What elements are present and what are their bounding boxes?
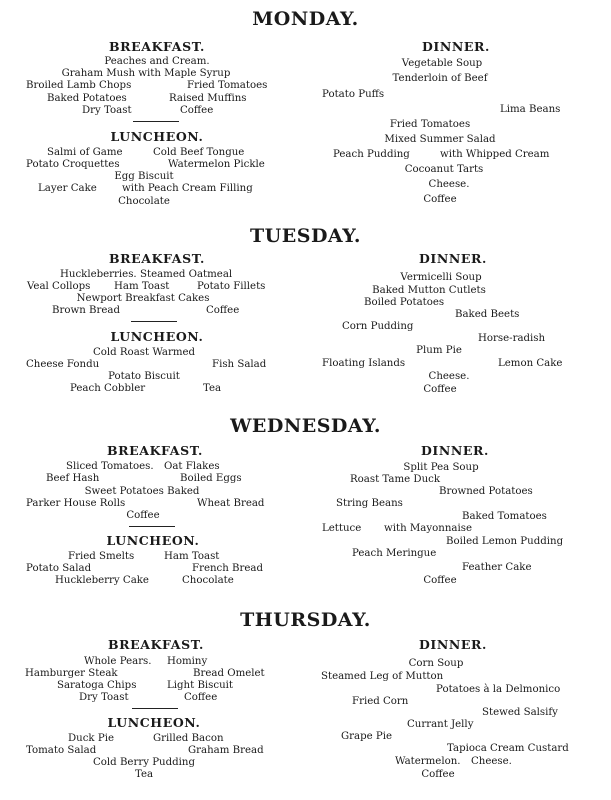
menu-item: Graham Bread (188, 745, 264, 756)
menu-item: Graham Mush with Maple Syrup (61, 68, 231, 79)
menu-item: Cheese. (471, 756, 512, 767)
menu-item: Plum Pie (416, 345, 462, 356)
menu-item: Saratoga Chips (57, 680, 137, 691)
menu-item: Parker House Rolls (26, 498, 126, 509)
menu-item: Coffee (423, 384, 457, 395)
menu-item: Peach Pudding (333, 149, 410, 160)
menu-item: with Whipped Cream (440, 149, 550, 160)
menu-item: Peach Cobbler (70, 383, 146, 394)
menu-item: Currant Jelly (407, 719, 474, 730)
menu-item: Boiled Lemon Pudding (446, 536, 564, 547)
menu-item: Feather Cake (462, 562, 532, 573)
menu-item: Fried Tomatoes (389, 119, 471, 130)
wednesday-dinner-heading: DINNER. (420, 443, 490, 458)
tuesday-luncheon-heading: LUNCHEON. (110, 329, 204, 344)
menu-item: Chocolate (118, 196, 170, 207)
menu-item: Baked Mutton Cutlets (372, 285, 486, 296)
wednesday-breakfast-heading: BREAKFAST. (107, 443, 203, 458)
menu-item: Cheese Fondu (26, 359, 100, 370)
menu-item: French Bread (192, 563, 264, 574)
menu-item: Ham Toast (164, 551, 220, 562)
day-title-tuesday: TUESDAY. (250, 225, 361, 247)
wednesday-luncheon-heading: LUNCHEON. (106, 533, 200, 548)
menu-item: Cold Roast Warmed (92, 347, 196, 358)
menu-item: Whole Pears. (84, 656, 152, 667)
divider (129, 526, 175, 527)
menu-item: Tea (134, 769, 154, 780)
menu-item: Steamed Leg of Mutton (321, 671, 444, 682)
menu-item: Lemon Cake (498, 358, 563, 369)
menu-item: Hominy (167, 656, 208, 667)
monday-dinner-heading: DINNER. (421, 39, 491, 54)
menu-item: Oat Flakes (164, 461, 220, 472)
menu-item: Coffee (184, 692, 218, 703)
menu-item: Baked Potatoes (47, 93, 127, 104)
menu-item: Fish Salad (212, 359, 267, 370)
menu-item: Vermicelli Soup (400, 272, 482, 283)
menu-item: Wheat Bread (197, 498, 265, 509)
menu-item: Bread Omelet (193, 668, 265, 679)
menu-item: Vegetable Soup (401, 58, 483, 69)
menu-item: Peaches and Cream. (104, 56, 210, 67)
menu-item: Floating Islands (322, 358, 406, 369)
day-title-wednesday: WEDNESDAY. (230, 415, 381, 437)
menu-item: Stewed Salsify (482, 707, 558, 718)
menu-item: Watermelon. (395, 756, 461, 767)
menu-item: Corn Pudding (342, 321, 414, 332)
menu-item: Browned Potatoes (439, 486, 533, 497)
menu-item: Potatoes à la Delmonico (436, 684, 561, 695)
divider (133, 121, 179, 122)
menu-item: Watermelon Pickle (168, 159, 265, 170)
menu-item: Tomato Salad (26, 745, 97, 756)
menu-item: Coffee (423, 575, 457, 586)
menu-item: Fried Corn (352, 696, 409, 707)
menu-item: Baked Beets (455, 309, 520, 320)
menu-item: Potato Salad (26, 563, 92, 574)
menu-item: Coffee (180, 105, 214, 116)
divider (132, 708, 178, 709)
thursday-breakfast-heading: BREAKFAST. (108, 637, 204, 652)
menu-item: Layer Cake (38, 183, 97, 194)
menu-item: Duck Pie (68, 733, 114, 744)
menu-item: Light Biscuit (167, 680, 234, 691)
monday-breakfast-heading: BREAKFAST. (109, 39, 205, 54)
menu-item: Dry Toast (79, 692, 129, 703)
menu-item: Lima Beans (500, 104, 561, 115)
menu-item: Raised Muffins (169, 93, 247, 104)
menu-item: Mixed Summer Salad (384, 134, 496, 145)
menu-item: with Peach Cream Filling (122, 183, 253, 194)
menu-item: Broiled Lamb Chops (26, 80, 132, 91)
menu-item: Hamburger Steak (25, 668, 118, 679)
menu-item: Cocoanut Tarts (404, 164, 484, 175)
menu-item: Potato Fillets (197, 281, 266, 292)
menu-item: Potato Croquettes (26, 159, 120, 170)
menu-item: Peach Meringue (352, 548, 437, 559)
tuesday-breakfast-heading: BREAKFAST. (109, 251, 205, 266)
menu-item: Fried Tomatoes (187, 80, 268, 91)
menu-item: String Beans (336, 498, 403, 509)
menu-item: Grilled Bacon (153, 733, 224, 744)
monday-luncheon-heading: LUNCHEON. (110, 129, 204, 144)
menu-item: Grape Pie (341, 731, 393, 742)
menu-item: Cold Berry Pudding (93, 757, 195, 768)
menu-item: Ham Toast (114, 281, 170, 292)
menu-item: Tenderloin of Beef (392, 73, 488, 84)
menu-item: Tapioca Cream Custard (447, 743, 569, 754)
menu-item: Sweet Potatoes Baked (84, 486, 200, 497)
menu-item: Boiled Eggs (180, 473, 242, 484)
menu-item: Huckleberries. (60, 269, 137, 280)
day-title-thursday: THURSDAY. (240, 609, 371, 631)
menu-item: Beef Hash (46, 473, 100, 484)
menu-item: Corn Soup (408, 658, 464, 669)
menu-item: Chocolate (182, 575, 234, 586)
menu-item: Dry Toast (82, 105, 132, 116)
menu-item: Salmi of Game (47, 147, 123, 158)
day-title-monday: MONDAY. (252, 8, 359, 30)
menu-item: Split Pea Soup (403, 462, 479, 473)
menu-item: Tea (203, 383, 222, 394)
menu-item: Roast Tame Duck (349, 474, 441, 485)
menu-item: Coffee (126, 510, 160, 521)
menu-item: Coffee (423, 194, 457, 205)
menu-item: Sliced Tomatoes. (66, 461, 154, 472)
thursday-dinner-heading: DINNER. (418, 637, 488, 652)
menu-item: Cheese. (428, 371, 470, 382)
menu-item: Baked Tomatoes (462, 511, 547, 522)
menu-item: Potato Puffs (322, 89, 385, 100)
menu-item: Steamed Oatmeal (140, 269, 233, 280)
thursday-luncheon-heading: LUNCHEON. (107, 715, 201, 730)
menu-item: Boiled Potatoes (364, 297, 445, 308)
menu-item: Lettuce (322, 523, 362, 534)
menu-item: Newport Breakfast Cakes (76, 293, 210, 304)
menu-item: Cheese. (428, 179, 470, 190)
menu-item: with Mayonnaise (384, 523, 472, 534)
menu-item: Coffee (421, 769, 455, 780)
menu-item: Potato Biscuit (108, 371, 180, 382)
menu-item: Fried Smelts (68, 551, 135, 562)
menu-item: Egg Biscuit (114, 171, 174, 182)
menu-item: Cold Beef Tongue (153, 147, 245, 158)
divider (131, 321, 177, 322)
menu-item: Veal Collops (27, 281, 91, 292)
menu-item: Coffee (206, 305, 240, 316)
menu-item: Horse-radish (478, 333, 546, 344)
tuesday-dinner-heading: DINNER. (418, 251, 488, 266)
menu-item: Huckleberry Cake (55, 575, 149, 586)
menu-item: Brown Bread (52, 305, 120, 316)
